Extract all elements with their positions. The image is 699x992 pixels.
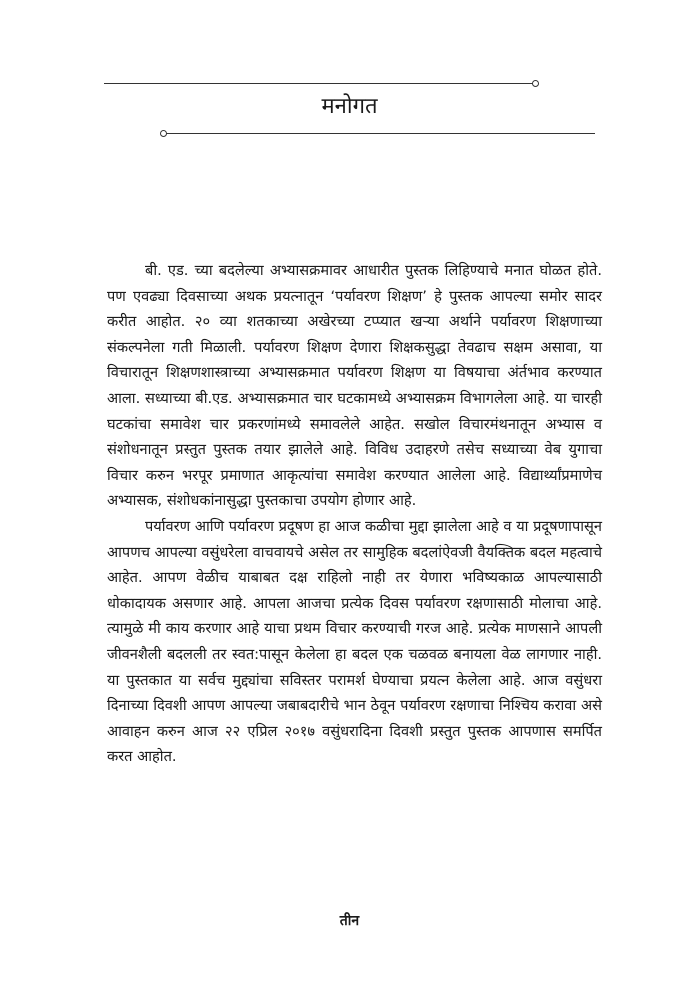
page-title: मनोगत bbox=[321, 94, 378, 119]
rule-end-dot bbox=[532, 80, 539, 87]
page-number: तीन bbox=[339, 913, 360, 929]
rule-end-dot bbox=[160, 130, 167, 137]
paragraph-1: बी. एड. च्या बदलेल्या अभ्यासक्रमावर आधारीत पुस्तक लिहिण्याचे मनात घोळत होते. पण एवढ्या दिवसाच्या अथक प्रयत्नातून ‘पर्यावरण शिक्षण’ हे पुस्तक आपल्या समोर सादर करीत आहोत. २० व्या शतकाच्या अखेरच्या टप्प्यात खऱ्या अर्थाने पर्यावरण शिक्षणाच्या संकल्पनेला गती मिळाली. पर्यावरण शिक्षण देणारा शिक्षकसुद्धा तेवढाच सक्षम असावा, या विचारातून शिक्षणशास्त्राच्या अभ्यासक्रमात पर्यावरण शिक्षण या विषयाचा अंर्तभाव करण्यात आला. सध्याच्या बी.एड. अभ्यासक्रमात चार घटकामध्ये अभ्यासक्रम विभागलेला आहे. या चारही घटकांचा समावेश चार प्रकरणांमध्ये समावलेले आहेत. सखोल विचारमंथनातून अभ्यास व संशोधनातून प्रस्तुत पुस्तक तयार झालेले आहे. विविध उदाहरणे तसेच सध्याच्या वेब युगाचा विचार करुन भरपूर प्रमाणात आकृत्यांचा समावेश करण्यात आलेला आहे. विद्यार्थ्यांप्रमाणेच अभ्यासक, संशोधकांनासुद्धा पुस्तकाचा उपयोग होणार आहे. bbox=[107, 262, 602, 510]
paragraph-2: पर्यावरण आणि पर्यावरण प्रदूषण हा आज कळीचा मुद्दा झालेला आहे व या प्रदूषणापासून आपणच आपल्या वसुंधरेला वाचवायचे असेल तर सामुहिक बदलांऐवजी वैयक्तिक बदल महत्वाचे आहेत. आपण वेळीच याबाबत दक्ष राहिलो नाही तर येणारा भविष्यकाळ आपल्यासाठी धोकादायक असणार आहे. आपला आजचा प्रत्येक दिवस पर्यावरण रक्षणासाठी मोलाचा आहे. त्यामुळे मी काय करणार आहे याचा प्रथम विचार करण्याची गरज आहे. प्रत्येक माणसाने आपली जीवनशैली बदलली तर स्वत:पासून केलेला हा बदल एक चळवळ बनायला वेळ लागणार नाही. या पुस्तकात या सर्वच मुद्द्यांचा सविस्तर परामर्श घेण्याचा प्रयत्न केलेला आहे. आज वसुंधरा दिनाच्या दिवशी आपण आपल्या जबाबदारीचे भान ठेवून पर्यावरण रक्षणाचा निश्चिय करावा असे आवाहन करुन आज २२ एप्रिल २०१७ वसुंधरादिना दिवशी प्रस्तुत पुस्तक आपणास समर्पित करत आहोत. bbox=[107, 517, 602, 766]
title-rule-top bbox=[104, 83, 533, 84]
body-text bbox=[107, 258, 602, 770]
title-rule-bottom bbox=[166, 133, 595, 134]
